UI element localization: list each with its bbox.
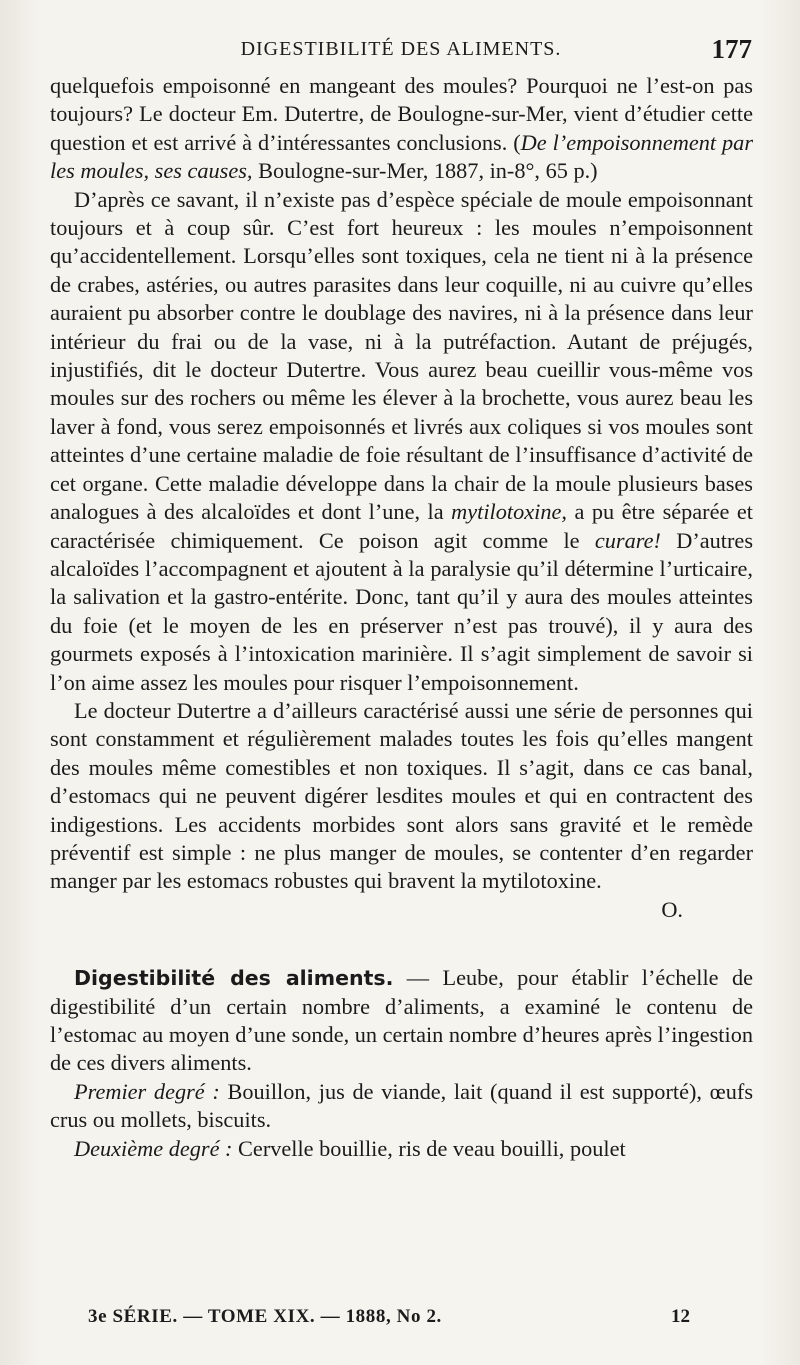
paragraph-2 <box>50 186 753 697</box>
paragraph-1 <box>50 72 753 186</box>
paragraph-1-text-a: quelquefois empoisonné en mangeant des moules? Pourquoi ne l’est-on pas toujours? Le docteur Em. Dutertre, de Boulogne-sur-Mer, vient d’étudier cette question et est arrivé à d’intéressantes conclusions. ( <box>50 73 753 155</box>
page-number: 177 <box>711 34 752 64</box>
paragraph-2-text-c: D’autres alcaloïdes l’accompagnent et ajoutent à la paralysie qu’il détermine l’urticaire, la salivation et la gastro-entérite. Donc, tant qu’il y aura des moules atteintes du foie (et le moyen de les en préserver n’est pas trouvé), il y aura des gourmets exposés à l’intoxication marinière. Il s’agit simplement de savoir si l’on aime assez les moules pour risquer l’empoisonnement. <box>50 527 753 695</box>
paragraph-1-citation-title: De l’empoisonnement par les moules, ses causes, <box>50 129 753 184</box>
paragraph-1-text-b: Boulogne-sur-Mer, 1887, in-8°, 65 p.) <box>252 158 598 184</box>
paragraph-2-term-mytilotoxine: mytilotoxine, <box>451 499 567 525</box>
paragraph-2-text-a: D’après ce savant, il n’existe pas d’espèce spéciale de moule empoisonnant toujours et à coup sûr. C’est fort heureux : les moules n’empoisonnent qu’accidentellement. Lorsqu’elles sont toxiques, cela ne tient ni à la présence de crabes, astéries, ou autres parasites dans leur coquille, ni au cuivre qu’elles auraient pu absorber contre le doublage des navires, ni à la présence dans leur intérieur du frai ou de la vase, ni à la putréfaction. Autant de préjugés, injustifiés, dit le docteur Dutertre. Vous aurez beau cueillir vous-même vos moules sur des rochers ou même les élever à la brochette, vous aurez beau les laver à fond, vous serez empoisonnés et livrés aux coliques si vos moules sont atteintes d’une certaine maladie de foie résultant de l’insuffisance d’activité de cet organe. Cette maladie développe dans la chair de la moule plusieurs bases analogues à des alcaloïdes et dont l’une, la <box>50 186 753 525</box>
page-header <box>48 34 754 68</box>
section-title: Digestibilité des aliments. <box>74 966 394 991</box>
paragraph-3: Le docteur Dutertre a d’ailleurs caractérisé aussi une série de personnes qui sont constamment et régulièrement malades toutes les fois qu’elles mangent des moules même comestibles et non toxiques. Il s’agit, dans ce cas banal, d’estomacs qui ne peuvent digérer lesdites moules et qui en contractent des indigestions. Les accidents morbides sont alors sans gravité et le remède préventif est simple : ne plus manger de moules, se contenter d’en regarder manger par les estomacs robustes qui bravent la mytilotoxine. <box>50 697 753 894</box>
footer-signature-mark: 12 <box>671 1306 690 1327</box>
article-body <box>50 72 753 1163</box>
section-spacer <box>50 924 753 964</box>
degree-1-text: Bouillon, jus de viande, lait (quand il est supporté), œufs crus ou mollets, biscuits. <box>50 1078 753 1133</box>
degree-2-label: Deuxième degré : <box>74 1135 233 1161</box>
degree-2-text: Cervelle bouillie, ris de veau bouilli, poulet <box>232 1135 626 1161</box>
footer-series: 3e SÉRIE. — TOME XIX. — 1888, No 2. <box>88 1306 442 1327</box>
paragraph-2-text-b: a pu être séparée et caractérisée chimiquement. Ce poison agit comme le <box>50 499 753 553</box>
paragraph-6 <box>50 1135 753 1163</box>
paragraph-4 <box>50 964 753 1078</box>
running-title: DIGESTIBILITÉ DES ALIMENTS. <box>240 38 562 60</box>
degree-1-label: Premier degré : <box>74 1078 220 1104</box>
paragraph-2-term-curare: curare! <box>594 527 661 553</box>
paragraph-4-text: — Leube, pour établir l’échelle de digestibilité d’un certain nombre d’aliments, a examiné le contenu de l’estomac au moyen d’une sonde, un certain nombre d’heures après l’ingestion de ces divers aliments. <box>50 965 754 1076</box>
author-signature: O. <box>661 896 683 922</box>
paragraph-5 <box>50 1078 753 1135</box>
